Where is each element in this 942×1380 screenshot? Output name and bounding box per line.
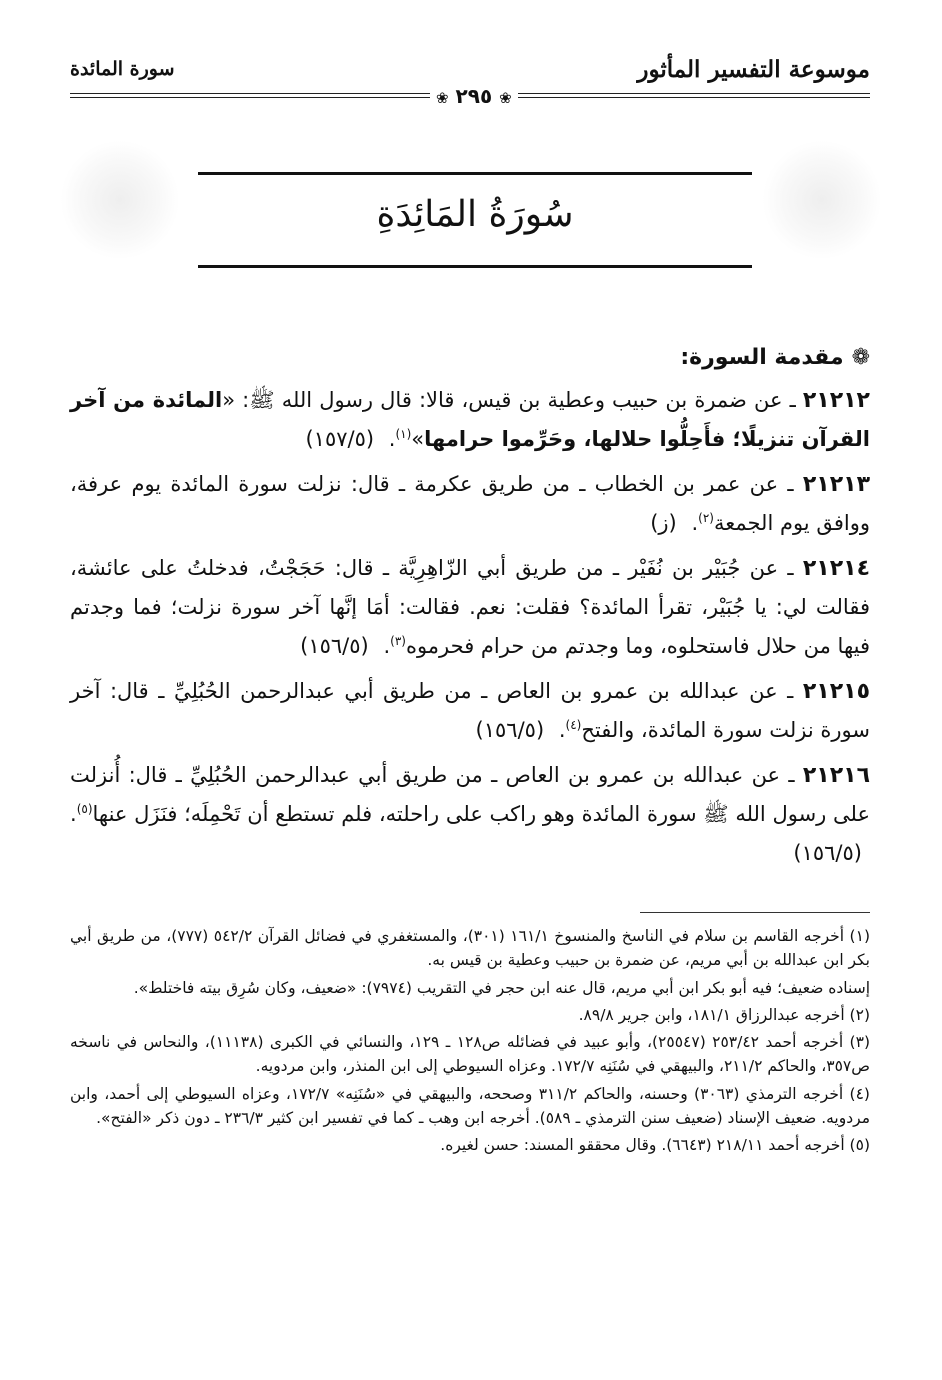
section-heading [70, 338, 870, 377]
narration-end: . [388, 427, 396, 451]
decorative-ornament-left [60, 140, 180, 260]
narration-end: . [691, 511, 699, 535]
footnote: (٢) أخرجه عبدالرزاق ١٨١/١، وابن جرير ٨٩/٨. [578, 1005, 870, 1024]
narration-number: ٢١٢١٥ [802, 679, 870, 704]
narration-text: ـ عن عبدالله بن عمرو بن العاص ـ من طريق أبي عبدالرحمن الحُبُلِيِّ ـ قال: آخر سورة نزلت سورة المائدة، والفتح [70, 679, 870, 742]
footnote: إسناده ضعيف؛ فيه أبو بكر ابن أبي مريم، قال عنه ابن حجر في التقريب (٧٩٧٤): «ضعيف، وكان سُرِق بيته فاختلط». [133, 978, 870, 997]
narration-text: ـ عن جُبَيْر بن نُفَيْر ـ من طريق أبي الزّاهِرِيَّة ـ قال: حَجَجْتُ، فدخلتُ على عائشة، فقالت لي: يا جُبَيْر، تقرأ المائدة؟ فقلت: نعم. فقالت: أمَا إنَّها آخر سورة نزلت؛ فما وجدتم فيها من حلال فاستحلوه، وما وجدتم من حرام فحرموه [70, 556, 870, 658]
footnote-marker: (١) [395, 427, 412, 441]
narration-quote: المائدة من آخر القرآن تنزيلًا؛ فأَحِلُّوا حلالها، وحَرِّموا حرامها [70, 388, 870, 451]
footnote: (٥) أخرجه أحمد ٢١٨/١١ (٦٦٤٣). وقال محققو المسند: حسن لغيره. [440, 1136, 870, 1155]
volume-reference: (١٥٧/٥) [305, 427, 375, 451]
title-rule-top [198, 172, 752, 175]
surah-title-banner [198, 172, 752, 268]
narration-text: ـ عن ضمرة بن حبيب وعطية بن قيس، قالا: قال رسول الله ﷺ: « [222, 388, 796, 412]
narration-entry [70, 381, 870, 459]
narration-entry [70, 465, 870, 543]
ornament-icon: ❀ [499, 89, 512, 107]
narration-end: . [383, 634, 391, 658]
page-number [430, 84, 518, 108]
volume-reference: (١٥٦/٥) [793, 841, 862, 865]
volume-reference: (١٥٦/٥) [475, 718, 545, 742]
narration-text: ـ عن عمر بن الخطاب ـ من طريق عكرمة ـ قال: نزلت سورة المائدة يوم عرفة، ووافق يوم الجمعة [70, 472, 870, 535]
footnote-marker: (٣) [390, 634, 406, 648]
footnote-marker: (٥) [76, 802, 93, 816]
narration-text: ـ عن عبدالله بن عمرو بن العاص ـ من طريق أبي عبدالرحمن الحُبُلِيِّ ـ قال: أُنزلت على رسول الله ﷺ سورة المائدة وهو راكب على راحلته، فلم تستطع أن تَحْمِلَه؛ فنَزَل عنها [70, 763, 870, 826]
title-rule-bottom [198, 265, 752, 268]
footnote: (٤) أخرجه الترمذي (٣٠٦٣) وحسنه، والحاكم ٣١١/٢ وصححه، والبيهقي في «سُنَنِه» ١٧٢/٧، وعزاه السيوطي إلى أحمد، وابن مردويه. ضعيف الإسناد (ضعيف سنن الترمذي ـ ٥٨٩). أخرجه ابن وهب ـ كما في تفسير ابن كثير ٢٣٦/٣ ـ دون ذكر «الفتح». [70, 1084, 870, 1128]
page-number-value: ٢٩٥ [455, 84, 493, 108]
volume-reference: (١٥٦/٥) [300, 634, 369, 658]
book-title: موسوعة التفسير المأثور [637, 56, 870, 83]
narration-entry [70, 756, 870, 873]
narration-entry [70, 672, 870, 750]
decorative-ornament-right [762, 140, 882, 260]
surah-title: سُورَةُ المَائِدَةِ [376, 194, 574, 235]
narration-number: ٢١٢١٤ [802, 556, 871, 581]
ornament-icon: ❀ [436, 89, 449, 107]
footnotes [70, 924, 870, 1161]
narration-quote-close: » [411, 427, 425, 451]
main-text [70, 338, 870, 879]
footnote: (١) أخرجه القاسم بن سلام في الناسخ والمنسوخ ١٦١/١ (٣٠١)، والمستغفري في فضائل القرآن ٥٤٢/٢ (٧٧٧)، من طريق أبي بكر ابن عبدالله بن أبي مريم، عن ضمرة بن حبيب وعطية بن قيس به. [70, 927, 870, 970]
narration-entry [70, 549, 870, 666]
narration-end: . [70, 802, 77, 826]
footnote-marker: (٤) [565, 718, 582, 732]
narration-number: ٢١٢١٦ [802, 763, 870, 788]
running-surah-name: سورة المائدة [70, 58, 175, 80]
flower-icon: ❁ [851, 345, 870, 370]
narration-end: . [558, 718, 566, 742]
section-heading-label: مقدمة السورة: [680, 345, 844, 370]
narration-number: ٢١٢١٣ [802, 472, 870, 497]
page-header [70, 52, 870, 108]
footnote-marker: (٢) [698, 511, 714, 525]
footnote: (٣) أخرجه أحمد ٢٥٣/٤٢ (٢٥٥٤٧)، وأبو عبيد في فضائله ص١٢٨ ـ ١٢٩، والنسائي في الكبرى (١١١٣٨)، والنحاس في ناسخه ص٣٥٧، والحاكم ٢١١/٢، والبيهقي في سُنَنِه ١٧٢/٧. وعزاه السيوطي إلى ابن المنذر، وابن مردويه. [70, 1033, 870, 1076]
volume-reference: (ز) [650, 511, 677, 535]
footnote-separator [640, 912, 870, 913]
narration-number: ٢١٢١٢ [802, 388, 870, 413]
